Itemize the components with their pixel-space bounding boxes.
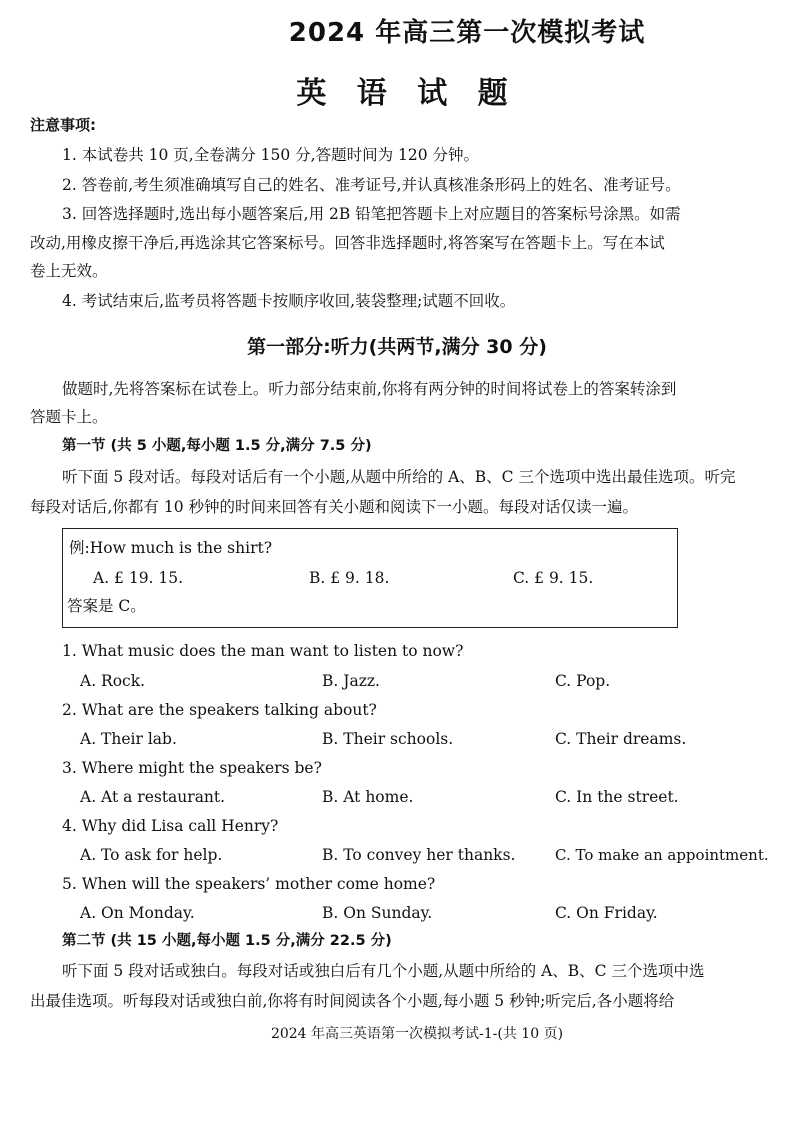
- question-4: 4. Why did Lisa call Henry?: [62, 817, 279, 835]
- question-5-option-c: C. On Friday.: [555, 904, 658, 922]
- question-5-option-b: B. On Sunday.: [322, 904, 433, 922]
- question-1: 1. What music does the man want to listen to now?: [62, 642, 464, 660]
- part1-heading: 第一部分:听力(共两节,满分 30 分): [247, 336, 547, 358]
- example-option-b: B. £ 9. 18.: [309, 569, 390, 587]
- section1-instr-line-2: 每段对话后,你都有 10 秒钟的时间来回答有关小题和阅读下一小题。每段对话仅读一遍。: [30, 498, 639, 516]
- question-3-option-b: B. At home.: [322, 788, 414, 806]
- note-item-4: 4. 考试结束后,监考员将答题卡按顺序收回,装袋整理;试题不回收。: [62, 292, 516, 310]
- question-5: 5. When will the speakers’ mother come home?: [62, 875, 436, 893]
- example-option-c: C. £ 9. 15.: [513, 569, 594, 587]
- question-3-option-a: A. At a restaurant.: [80, 788, 226, 806]
- section2-instr-line-2: 出最佳选项。听每段对话或独白前,你将有时间阅读各个小题,每小题 5 秒钟;听完后,各小题将给: [30, 992, 675, 1010]
- question-4-option-a: A. To ask for help.: [80, 846, 223, 864]
- subject-title: 英 语 试 题: [296, 76, 518, 111]
- note-item-3-line-1: 3. 回答选择题时,选出每小题答案后,用 2B 铅笔把答题卡上对应题目的答案标号涂黑。如需: [62, 205, 681, 223]
- question-3: 3. Where might the speakers be?: [62, 759, 322, 777]
- note-item-3-line-3: 卷上无效。: [30, 262, 108, 280]
- section1-heading: 第一节 (共 5 小题,每小题 1.5 分,满分 7.5 分): [62, 438, 372, 454]
- question-1-option-a: A. Rock.: [80, 672, 146, 690]
- part1-intro-line-1: 做题时,先将答案标在试卷上。听力部分结束前,你将有两分钟的时间将试卷上的答案转涂到: [62, 380, 677, 398]
- note-item-2: 2. 答卷前,考生须准确填写自己的姓名、准考证号,并认真核准条形码上的姓名、准考证号。: [62, 176, 681, 194]
- part1-intro-line-2: 答题卡上。: [30, 408, 108, 426]
- question-1-option-b: B. Jazz.: [322, 672, 380, 690]
- example-option-a: A. £ 19. 15.: [93, 569, 184, 587]
- question-2-option-a: A. Their lab.: [80, 730, 177, 748]
- question-2: 2. What are the speakers talking about?: [62, 701, 377, 719]
- question-2-option-c: C. Their dreams.: [555, 730, 687, 748]
- page-footer: 2024 年高三英语第一次模拟考试-1-(共 10 页): [270, 1026, 564, 1042]
- note-item-3-line-2: 改动,用橡皮擦干净后,再选涂其它答案标号。回答非选择题时,将答案写在答题卡上。写在本试: [30, 234, 665, 252]
- example-answer: 答案是 C。: [67, 597, 146, 615]
- question-1-option-c: C. Pop.: [555, 672, 611, 690]
- question-4-option-b: B. To convey her thanks.: [322, 846, 516, 864]
- notes-heading: 注意事项:: [30, 116, 96, 134]
- section2-heading: 第二节 (共 15 小题,每小题 1.5 分,满分 22.5 分): [62, 933, 392, 949]
- question-4-option-c: C. To make an appointment.: [555, 846, 769, 864]
- question-3-option-c: C. In the street.: [555, 788, 679, 806]
- note-item-1: 1. 本试卷共 10 页,全卷满分 150 分,答题时间为 120 分钟。: [62, 146, 480, 164]
- exam-title: 2024 年高三第一次模拟考试: [288, 18, 646, 48]
- question-5-option-a: A. On Monday.: [80, 904, 195, 922]
- example-box: [62, 528, 678, 628]
- question-2-option-b: B. Their schools.: [322, 730, 454, 748]
- section1-instr-line-1: 听下面 5 段对话。每段对话后有一个小题,从题中所给的 A、B、C 三个选项中选出最佳选项。听完: [62, 468, 736, 486]
- example-question: 例:How much is the shirt?: [69, 539, 273, 557]
- section2-instr-line-1: 听下面 5 段对话或独白。每段对话或独白后有几个小题,从题中所给的 A、B、C 三个选项中选: [62, 962, 705, 980]
